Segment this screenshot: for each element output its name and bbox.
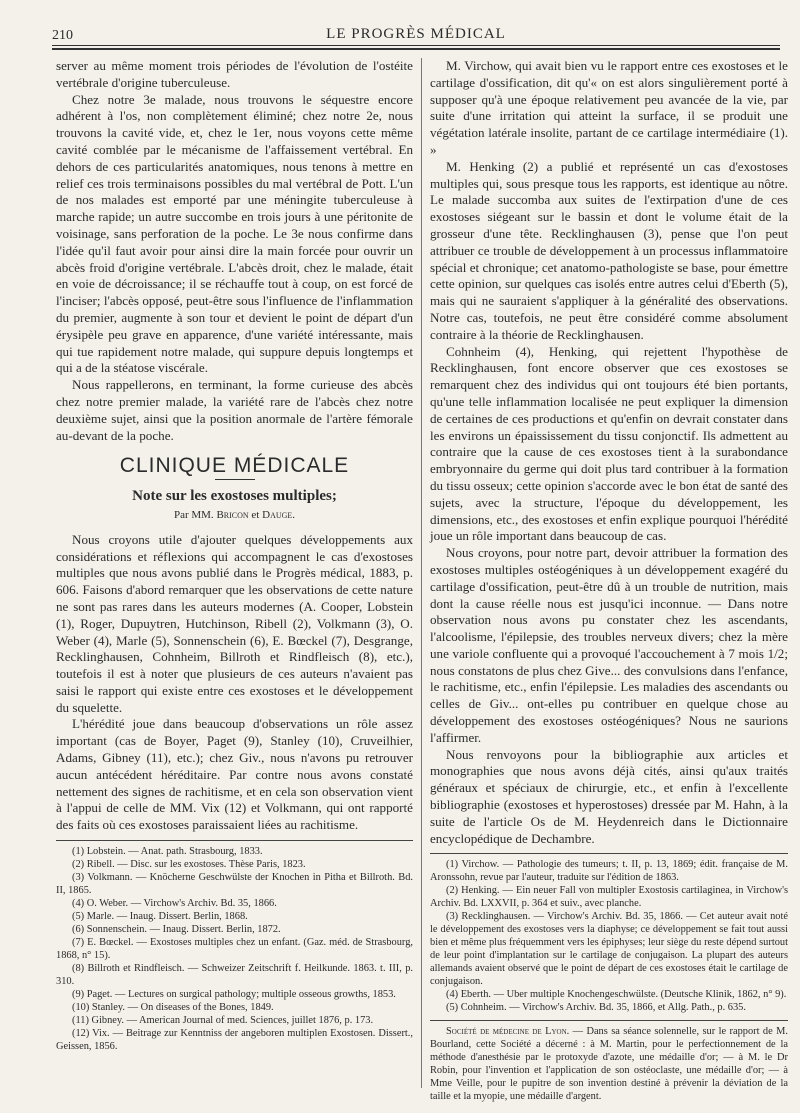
section-title: CLINIQUE MÉDICALE — [119, 454, 350, 478]
authors-conjunction: et — [251, 508, 260, 521]
footnote: (1) Lobstein. — Anat. path. Strasbourg, 1833. — [72, 846, 263, 858]
footnote: (3) Volkmann. — Knöcherne Geschwülste der Knochen in Pitha et Billroth. Bd. II, 1865. — [56, 872, 413, 897]
society-news — [430, 1025, 788, 1103]
footnote-rule — [56, 840, 413, 841]
footnote: (2) Henking. — Ein neuer Fall von multipler Exostosis cartilaginea, in Virchow's Archiv. Bd. LXXVII, p. 364 et suiv., avec planche. — [430, 885, 788, 910]
authors-prefix: Par MM. — [173, 508, 214, 521]
paragraph: Nous renvoyons pour la bibliographie aux articles et monographies que nous avons déjà cités, ainsi qu'aux traités généraux et spéciaux de chirurgie, etc., et enfin à l'excellente bibliographie (exostoses et hyperostoses) dressée par M. Hahn, à la suite de l'article Os de M. Heydenreich dans le Dictionnaire encyclopédique de Dechambre. — [430, 746, 788, 846]
header-rule-thick — [52, 48, 780, 50]
footnote: (2) Ribell. — Disc. sur les exostoses. Thèse Paris, 1823. — [72, 859, 306, 871]
society-news-text: — Dans sa séance solennelle, sur le rapport de M. Bourland, cette Société a décerné : à M. Martin, pour le perfectionnement de la méthode d'anesthésie par le protoxyde d'azote, une médaille d'or; — à M. le Dr Robin, pour l'invention et l'application de son ostéoclaste, une médaille d'or; — à Mme Veille, pour le pupitre de son invention destiné à prévenir la déviation de la taille et la myopie, une médaille d'argent. — [430, 1026, 788, 1103]
article-authors — [56, 507, 413, 524]
paragraph: Nous croyons utile d'ajouter quelques développements aux considérations et réflexions qui accompagnent le cas d'exostoses multiples que nous avons publié dans le Progrès médical, 1883, p. 606. Faisons d'abord remarquer que les observations de cette nature ne sont pas rares dans les auteurs modernes (A. Cooper, Lobstein (1), Roger, Dupuytren, Hutchinson, Ribell (2), Volkmann (3), O. Weber (4), Marle (5), Sonnenschein (6), E. Bœckel (7), Desgrange, Recklinghausen, Cohnheim, Billroth et Rindfleisch (8), etc.), toutefois il est à noter que plusieurs de ces auteurs n'avaient pas saisi le rapport qui existe entre ces exostoses et le développement du squelette. — [56, 531, 413, 715]
footnote: (4) O. Weber. — Virchow's Archiv. Bd. 35, 1866. — [72, 898, 277, 910]
footnote: (1) Virchow. — Pathologie des tumeurs; t. II, p. 13, 1869; édit. française de M. Aronssohn, revue par l'auteur, traduite sur l'édition de 1863. — [430, 859, 788, 884]
footnote: (6) Sonnenschein. — Inaug. Dissert. Berlin, 1872. — [72, 924, 281, 936]
news-rule — [430, 1020, 788, 1021]
paragraph: M. Virchow, qui avait bien vu le rapport entre ces exostoses et le cartilage d'ossification, dit qu'« on est alors singulièrement porté à supposer qu'à une époque relativement peu avancée de la vie, par suite d'une irritation qui atteint la surface, il se produit une végétation latérale insolite, partant de ce cartilage intermédiaire (1). » — [430, 58, 788, 157]
paragraph: Cohnheim (4), Henking, qui rejettent l'hypothèse de Recklinghausen, font encore observer que ces exostoses se remarquent chez des individus qui ont toujours été bien portants, qu'une telle inflammation localisée ne peut expliquer la dimension de certaines de ces productions et qu'enfin on devrait constater dans les environs un épaississement du tissu conjonctif. Ils admettent au contraire que la cause de ces exostoses tient à la surabondance embryonnaire du germe qui doit plus tard contribuer à la formation du tissu osseux; cette opinion s'accorde avec le bon état de santé des sujets, avec la structure, l'époque du développement, les dimensions, etc., des exostoses et enfin explique pourquoi l'hérédité joue un rôle important dans beaucoup de cas. — [430, 343, 788, 544]
paragraph: Nous rappellerons, en terminant, la forme curieuse des abcès chez notre premier malade, la variété rare de l'abcès chez notre deuxième sujet, ainsi que la position anormale de l'artère fémorale au-devant de la poche. — [56, 377, 413, 443]
page-header — [52, 22, 780, 46]
footnote: (5) Cohnheim. — Virchow's Archiv. Bd. 35, 1866, et Allg. Path., p. 635. — [446, 1002, 746, 1014]
paragraph: M. Henking (2) a publié et représenté un cas d'exostoses multiples qui, sous presque tous les rapports, est identique au nôtre. Le malade succomba aux suites de l'extirpation d'une de ces exostoses siégeant sur le bassin et dont le volume était de la grosseur d'une tête. Recklinghausen (3), pense que l'on peut attribuer ce trouble de développement à un processus inflammatoire spécial et chronique; cet anatomo-pathologiste se base, pour émettre cette opinion, sur quelques cas isolés entre autres celui d'Eberth (5), mais qui ne sauraient s'appliquer à la généralité des observations. Notre cas, toutefois, ne peut être considéré comme absolument contraire à la théorie de Recklinghausen. — [430, 158, 788, 342]
author-name: Dauge. — [262, 508, 296, 521]
footnote: (3) Recklinghausen. — Virchow's Archiv. Bd. 35, 1866. — Cet auteur avait noté le développement des exostoses vers la diaphyse; ce développement se fait tout aussi bien et même plus fréquemment vers les épiphyses; leur siège du reste dépend surtout de leur point d'implantation sur le cartilage de conjugaison. La plupart des auteurs allemands avaient observé que le point de départ de ces exostoses était le cartilage de conjugaison. — [430, 911, 788, 988]
running-head: LE PROGRÈS MÉDICAL — [326, 26, 506, 42]
article-title: Note sur les exostoses multiples; — [132, 488, 337, 505]
footnote: (9) Paget. — Lectures on surgical pathology; multiple osseous growths, 1853. — [72, 989, 396, 1001]
society-name: Société de médecine de Lyon. — [446, 1026, 570, 1038]
footnote: (10) Stanley. — On diseases of the Bones, 1849. — [72, 1002, 274, 1014]
paragraph: server au même moment trois périodes de l'évolution de l'ostéite vertébrale d'origine tuberculeuse. — [56, 58, 413, 90]
footnote: (4) Eberth. — Uber multiple Knochengeschwülste. (Deutsche Klinik, 1862, n° 9). — [446, 989, 787, 1001]
footnote: (5) Marle. — Inaug. Dissert. Berlin, 1868. — [72, 911, 248, 923]
section-rule — [215, 479, 255, 480]
right-column — [430, 58, 788, 1103]
footnotes — [430, 858, 788, 1014]
paragraph: Nous croyons, pour notre part, devoir attribuer la formation des exostoses multiples ostéogéniques à un développement exagéré du cartilage d'ossification, peut-être dû à un trouble de nutrition, mais dont la cause réelle nous est jusqu'ici inconnue. — Dans notre observation nous avons pu constater chez les ascendants, l'alcoolisme, l'épilepsie, des troubles nerveux divers; chez la mère une variole confluente qui a provoqué l'accouchement à 7 mois 1/2; nous constatons de plus chez Give... des convulsions dans l'enfance, le rachitisme, etc., enfin l'épilepsie. Les maladies des ascendants ou celles de Giv... ont-elles pu contribuer en quelque chose au développement des exostoses ostéogéniques? Nous ne saurions l'affirmer. — [430, 545, 788, 745]
footnote: (12) Vix. — Beitrage zur Kenntniss der angeboren multiplen Exostosen. Dissert., Geissen, 1856. — [56, 1028, 413, 1053]
footnote-rule — [430, 853, 788, 854]
footnote: (11) Gibney. — American Journal of med. Sciences, juillet 1876, p. 173. — [72, 1015, 374, 1027]
footnote: (7) E. Bœckel. — Exostoses multiples chez un enfant. (Gaz. méd. de Strasbourg, 1868, n° 15). — [56, 937, 413, 962]
page-number: 210 — [52, 28, 73, 43]
left-column — [56, 58, 413, 1053]
author-name: Bricon — [216, 508, 249, 521]
footnotes — [56, 845, 413, 1053]
header-rule — [52, 45, 780, 46]
paragraph: Chez notre 3e malade, nous trouvons le séquestre encore adhérent à l'os, non complètement éliminé; chez notre 2e, nous trouvons la cavité vide, et, chez le 1er, nous voyons cette même cavité comblée par le mécanisme de l'affaissement vertébral. En dehors de ces particularités anatomiques, nous tenons à mettre en relief ces trois terminaisons possibles du mal vertébral de Pott. L'un de nos malades est emporté par une méningite tuberculeuse à marche rapide; un autre succombe en trois jours à une péritonite de voisinage, sans perforation de la poche. Le 3e nous confirme dans l'idée qu'il faut avoir pour ainsi dire la main forcée pour ouvrir un abcès froid d'origine vertébrale. L'abcès droit, chez le malade, était en voie de décroissance; il se réchauffe tout à coup, on est forcé de l'inciser; l'abcès opposé, peut-être sous l'influence de l'inflammation du premier, augmente à son tour et devient le point de départ d'un érysipèle peu grave en apparence, d'une variété intéressante, mais qui tue rapidement notre malade, qui suppure depuis longtemps et qui a de la stéatose viscérale. — [56, 91, 413, 376]
paragraph: L'hérédité joue dans beaucoup d'observations un rôle assez important (cas de Boyer, Paget (9), Stanley (10), Cruveilhier, Adams, Gibney (11), etc.); chez Giv., nous n'avons pu retrouver aucun antécédent héréditaire. Par contre nous avons constaté nettement des signes de rachitisme, et en cela son observation vient à l'appui de celle de MM. Vix (12) et Volkmann, qui ont rapporté des faits où ces exostoses paraissaient liées au rachitisme. — [56, 716, 413, 833]
column-divider — [421, 58, 422, 1088]
footnote: (8) Billroth et Rindfleisch. — Schweizer Zeitschrift f. Heilkunde. 1863. t. III, p. 310. — [56, 963, 413, 988]
